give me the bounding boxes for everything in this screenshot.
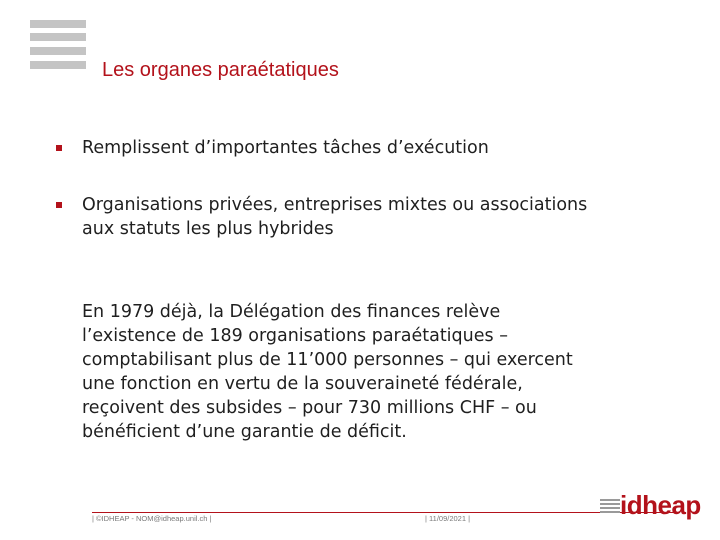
slide-title: Les organes paraétatiques: [102, 59, 339, 81]
bullet-item-2: [56, 193, 587, 241]
bullet-text-line: Organisations privées, entreprises mixtes ou associations: [82, 195, 588, 215]
paragraph-line: reçoivent des subsides – pour 730 millions CHF – ou: [82, 398, 537, 418]
paragraph-line: comptabilisant plus de 11’000 personnes – qui exercent: [82, 350, 573, 370]
idheap-logo: [600, 490, 701, 522]
footer-divider: [92, 512, 680, 513]
paragraph-line: une fonction en vertu de la souveraineté fédérale,: [82, 374, 523, 394]
bullet-square-icon: [56, 202, 62, 208]
paragraph-line: En 1979 déjà, la Délégation des finances relève: [82, 302, 501, 322]
bullet-item-1: [56, 136, 489, 160]
footer-contact: | ©IDHEAP - NOM@idheap.unil.ch |: [92, 514, 212, 523]
bullet-text-line: Remplissent d’importantes tâches d’exécution: [82, 138, 489, 158]
body-paragraph: [82, 300, 682, 444]
bullet-square-icon: [56, 145, 62, 151]
paragraph-line: l’existence de 189 organisations paraétatiques –: [82, 326, 508, 346]
bullet-text-line: aux statuts les plus hybrides: [82, 219, 334, 239]
footer-date: | 11/09/2021 |: [425, 514, 471, 523]
logo-stripes-icon: [600, 499, 620, 515]
paragraph-line: bénéficient d’une garantie de déficit.: [82, 422, 407, 442]
header-decoration-bars: [30, 20, 86, 75]
logo-wordmark: idheap: [620, 490, 701, 520]
